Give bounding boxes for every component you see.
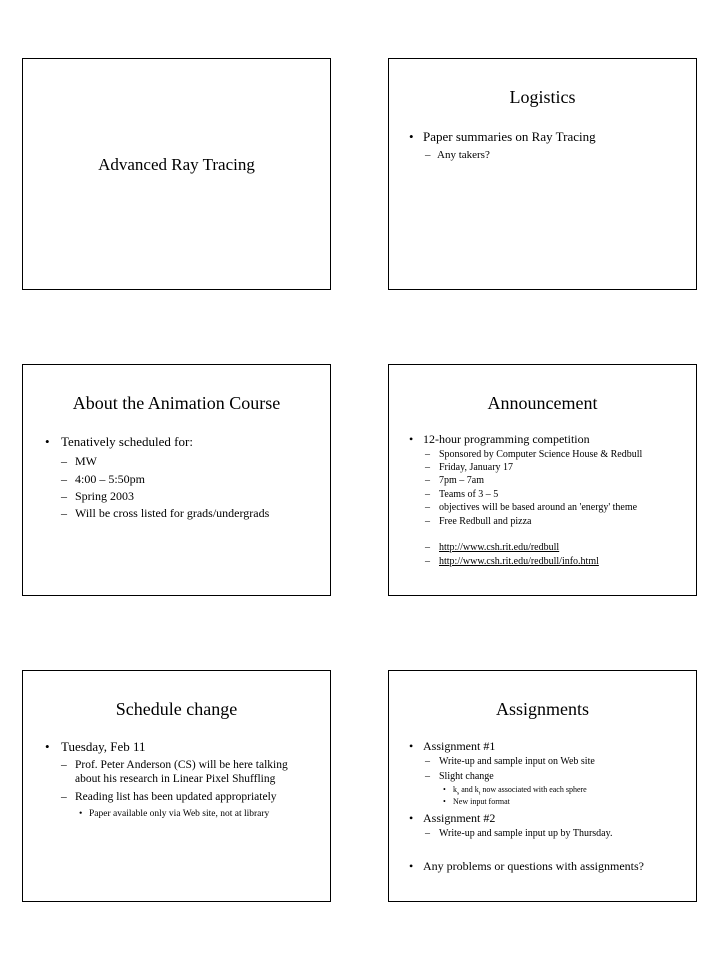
bullet-text: Tuesday, Feb 11 (61, 739, 146, 754)
subsub-text: Paper available only via Web site, not at library (89, 809, 270, 819)
bullet-item (409, 859, 644, 874)
bullet-item (409, 432, 590, 447)
sub-text: objectives will be based around an 'energy' theme (439, 502, 638, 513)
slide-advanced-ray-tracing (22, 58, 331, 290)
slide-schedule-change (22, 670, 331, 902)
slide-assignments (388, 670, 697, 902)
bullet-icon: • (79, 809, 83, 819)
slide-title: Logistics (509, 87, 576, 107)
subsub-item (79, 809, 269, 819)
bullet-text: Assignment #1 (423, 739, 496, 753)
dash-icon: – (61, 791, 67, 803)
subsub-item (443, 785, 587, 797)
subscript-t: t (478, 790, 481, 797)
sub-text: Write-up and sample input up by Thursday. (439, 828, 613, 839)
slide-about-animation-course (22, 364, 331, 596)
dash-icon: – (425, 828, 430, 839)
sub-text: Reading list has been updated appropriately (75, 791, 277, 803)
bullet-icon: • (409, 739, 414, 753)
bullet-icon: • (443, 797, 446, 806)
sub-item (425, 462, 513, 473)
dash-icon: – (425, 502, 430, 513)
dash-icon: – (61, 759, 67, 771)
dash-icon: – (425, 149, 431, 161)
bullet-item (45, 739, 146, 755)
sub-item (425, 502, 637, 513)
bullet-icon: • (409, 432, 414, 446)
bullet-item (409, 811, 495, 826)
sub-text: Prof. Peter Anderson (CS) will be here talking (75, 759, 288, 771)
dash-icon: – (425, 449, 430, 460)
slide-title: Announcement (487, 393, 598, 413)
sub-item (61, 791, 277, 803)
dash-icon: – (425, 462, 430, 473)
sub-text: 4:00 – 5:50pm (75, 472, 146, 486)
dash-icon: – (425, 771, 430, 782)
sub-item (425, 475, 484, 486)
sub-text: Slight change (439, 771, 494, 782)
subscript-s: s (457, 790, 460, 797)
sub-item (61, 489, 134, 504)
slide-title: Schedule change (115, 699, 238, 719)
dash-icon: – (61, 454, 67, 468)
subsub-text: New input format (453, 797, 510, 806)
sub-text: Write-up and sample input on Web site (439, 756, 595, 767)
redbull-info-link[interactable]: http://www.csh.rit.edu/redbull/info.html (439, 556, 599, 567)
bullet-item (409, 739, 495, 754)
sub-item (425, 149, 490, 161)
subsub-text: now associated with each sphere (480, 785, 587, 794)
sub-item (61, 759, 288, 771)
bullet-icon: • (409, 859, 414, 873)
dash-icon: – (425, 489, 430, 500)
dash-icon: – (61, 506, 67, 520)
sub-text: Spring 2003 (75, 489, 135, 503)
redbull-link[interactable]: http://www.csh.rit.edu/redbull (439, 542, 560, 553)
bullet-text: Tenatively scheduled for: (61, 434, 193, 449)
slide-logistics (388, 58, 697, 290)
sub-item-continued: about his research in Linear Pixel Shuffling (75, 773, 276, 785)
sub-text: MW (75, 454, 97, 468)
bullet-text: 12-hour programming competition (423, 432, 590, 446)
bullet-icon: • (443, 785, 446, 794)
bullet-item (409, 129, 596, 145)
link-item (425, 556, 599, 567)
sub-text: Sponsored by Computer Science House & Redbull (439, 449, 643, 460)
bullet-text: Assignment #2 (423, 811, 496, 825)
bullet-icon: • (45, 434, 50, 449)
dash-icon: – (61, 472, 67, 486)
dash-icon: – (425, 475, 430, 486)
bullet-text: Any problems or questions with assignments? (423, 859, 644, 873)
sub-text: Friday, January 17 (439, 462, 514, 473)
sub-item (425, 489, 498, 500)
sub-text: Will be cross listed for grads/undergrads (75, 506, 270, 520)
bullet-icon: • (409, 811, 414, 825)
dash-icon: – (425, 516, 430, 527)
dash-icon: – (425, 756, 430, 767)
slide-title: Advanced Ray Tracing (98, 155, 255, 174)
sub-item (425, 756, 595, 767)
slide-title: Assignments (495, 699, 589, 719)
bullet-text: Paper summaries on Ray Tracing (423, 129, 596, 144)
sub-text: Free Redbull and pizza (439, 516, 532, 527)
slide-announcement (388, 364, 697, 596)
sub-item (425, 516, 531, 527)
dash-icon: – (425, 556, 430, 567)
slide-title: About the Animation Course (72, 393, 281, 413)
sub-item (61, 472, 145, 487)
sub-item (425, 828, 612, 839)
bullet-icon: • (45, 739, 50, 754)
bullet-item (45, 434, 193, 450)
sub-item (61, 506, 269, 521)
bullet-icon: • (409, 129, 414, 144)
sub-text: Any takers? (437, 149, 490, 161)
sub-item (425, 449, 642, 460)
sub-text: 7pm – 7am (439, 475, 484, 486)
sub-item (425, 771, 494, 782)
subsub-item (443, 797, 510, 806)
k-symbol: k (453, 785, 457, 794)
link-item (425, 542, 559, 553)
sub-text: Teams of 3 – 5 (439, 489, 499, 500)
sub-item (61, 454, 97, 469)
subsub-text: and k (459, 785, 479, 794)
dash-icon: – (61, 489, 67, 503)
dash-icon: – (425, 542, 430, 553)
